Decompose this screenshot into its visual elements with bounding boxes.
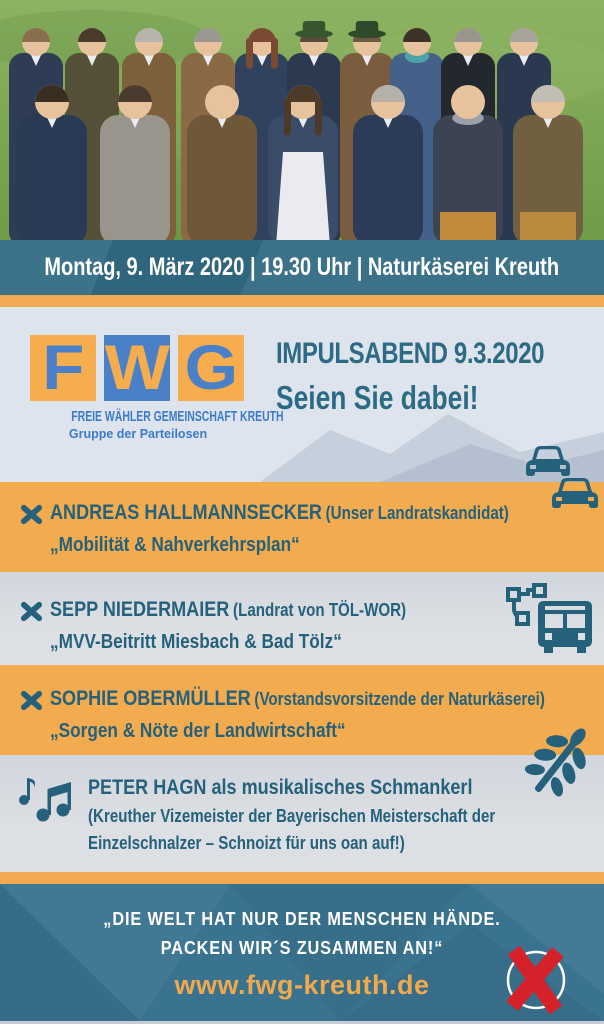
footer-quote-line2: PACKEN WIR´S ZUSAMMEN AN!“	[160, 936, 444, 958]
headline	[276, 337, 604, 417]
group-photo	[0, 0, 604, 240]
logo-letter-g: G	[184, 332, 238, 403]
x-bullet-icon	[20, 503, 43, 526]
music-notes-icon	[16, 769, 78, 825]
speaker-role: (Vorstandsvorsitzende der Naturkäserei)	[254, 689, 545, 709]
x-bullet-icon	[20, 689, 43, 712]
agenda-item-hallmannsecker	[0, 482, 604, 572]
speaker-role: (Unser Landratskandidat)	[325, 503, 509, 523]
headline-line2: Seien Sie dabei!	[276, 379, 479, 416]
speaker-topic: „MVV-Beitritt Miesbach & Bad Tölz“	[50, 630, 342, 653]
website-link[interactable]: www.fwg-kreuth.de	[174, 970, 430, 1000]
speaker-topic: „Sorgen & Nöte der Landwirtschaft“	[50, 719, 346, 742]
fwg-logo-squares	[30, 332, 246, 403]
event-banner-text: Montag, 9. März 2020 | 19.30 Uhr | Naturkäserei Kreuth	[44, 253, 560, 281]
logo-section	[0, 307, 604, 482]
orange-divider-bottom	[0, 872, 604, 884]
agenda-item-hagn	[0, 755, 604, 872]
logo-subtitle: Gruppe der Parteilosen	[68, 427, 208, 441]
speaker-name: PETER HAGN	[88, 775, 207, 799]
logo-square-f	[30, 332, 96, 403]
speaker-detail-2: Einzelschnalzer – Schnoizt für uns oan auf!)	[88, 833, 405, 853]
event-banner	[0, 240, 604, 295]
speaker-role: (Landrat von TÖL-WOR)	[233, 600, 407, 620]
cars-icon	[524, 444, 600, 512]
logo-square-g	[178, 332, 244, 403]
logo-letter-f: F	[41, 332, 85, 403]
logo-name: FREIE WÄHLER GEMEINSCHAFT KREUTH	[71, 409, 284, 425]
orange-divider-top	[0, 295, 604, 307]
speaker-name: SOPHIE OBERMÜLLER	[50, 686, 251, 710]
speaker-name: SEPP NIEDERMAIER	[50, 597, 230, 621]
speaker-topic: „Mobilität & Nahverkehrsplan“	[50, 533, 300, 556]
logo-square-w	[104, 332, 170, 403]
x-bullet-icon	[20, 600, 43, 623]
footer	[0, 884, 604, 1021]
wheat-icon	[519, 722, 595, 806]
footer-quote-line1: „DIE WELT HAT NUR DER MENSCHEN HÄNDE.	[103, 908, 501, 929]
speaker-name: ANDREAS HALLMANNSECKER	[50, 500, 322, 524]
headline-line1: IMPULSABEND 9.3.2020	[276, 337, 545, 370]
fwg-logo	[30, 332, 284, 441]
group-photo-illustration	[0, 0, 604, 240]
logo-letter-w: W	[104, 332, 170, 403]
route-bus-icon	[504, 583, 598, 653]
agenda-item-obermueller	[0, 665, 604, 755]
speaker-detail-1: (Kreuther Vizemeister der Bayerischen Meisterschaft der	[88, 806, 496, 826]
speaker-suffix: als musikalisches Schmankerl	[211, 775, 473, 799]
ballot-x-icon	[492, 940, 578, 1020]
